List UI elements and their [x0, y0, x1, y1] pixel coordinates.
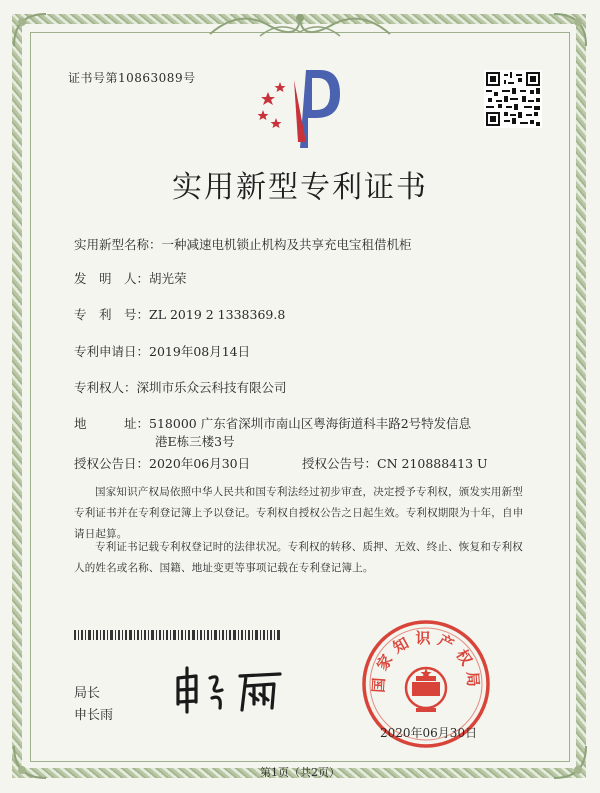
field-value: 深圳市乐众云科技有限公司 [136, 380, 287, 395]
qr-code-icon [484, 70, 542, 128]
field-label: 授权公告日： [74, 456, 150, 471]
field-label: 专利权人： [74, 380, 137, 395]
field-label: 发 明 人： [74, 271, 150, 286]
director-title: 局长 [74, 686, 101, 701]
field-patentee [74, 379, 287, 397]
field-value: 胡光荣 [149, 271, 187, 286]
field-patent-number [74, 306, 285, 324]
corner-ornament-icon [548, 8, 592, 52]
seal-date: 2020年06月30日 [380, 726, 478, 740]
field-label: 专利申请日： [74, 344, 150, 359]
field-value: ZL 2019 2 1338369.8 [149, 307, 286, 322]
field-grant-number [302, 455, 488, 473]
field-value: 2020年06月30日 [149, 456, 251, 471]
certificate-number: 证书号第10863089号 [68, 71, 196, 85]
field-application-date [74, 343, 250, 361]
field-label: 地 址： [74, 416, 150, 431]
field-address [74, 415, 471, 433]
signature-icon [170, 664, 290, 716]
field-value: 2019年08月14日 [149, 344, 251, 359]
page-title: 实用新型专利证书 [172, 170, 428, 205]
field-value: CN 210888413 U [377, 456, 488, 471]
field-label: 专 利 号： [74, 307, 150, 322]
field-label: 授权公告号： [302, 456, 378, 471]
seal-text: 国家知识产权局 [369, 629, 483, 694]
certificate-paragraph-1: 国家知识产权局依照中华人民共和国专利法经过初步审查，决定授予专利权，颁发实用新型专利证书并在专利登记簿上予以登记。专利权自授权公告之日起生效。专利权期限为十年，自申请日起算。 [74, 486, 524, 540]
field-value: 一种减速电机锁止机构及共享充电宝租借机柜 [161, 237, 412, 252]
corner-ornament-icon [8, 8, 52, 52]
top-ornament-icon [200, 6, 400, 42]
director-name: 申长雨 [74, 708, 114, 723]
field-utility-model-name [74, 236, 412, 254]
field-inventor [74, 270, 187, 288]
certificate-paragraph-2: 专利证书记载专利权登记时的法律状况。专利权的转移、质押、无效、终止、恢复和专利权人的姓名或名称、国籍、地址变更等事项记载在专利登记簿上。 [74, 541, 523, 574]
barcode-icon [74, 630, 280, 640]
cnipa-logo-icon [254, 60, 346, 150]
field-address-line2: 港E栋三楼3号 [155, 434, 235, 449]
field-grant-date [74, 455, 250, 473]
field-value: 518000 广东省深圳市南山区粤海街道科丰路2号特发信息 [149, 416, 472, 431]
page-number: 第1页（共2页） [260, 766, 340, 779]
field-label: 实用新型名称： [74, 237, 162, 252]
